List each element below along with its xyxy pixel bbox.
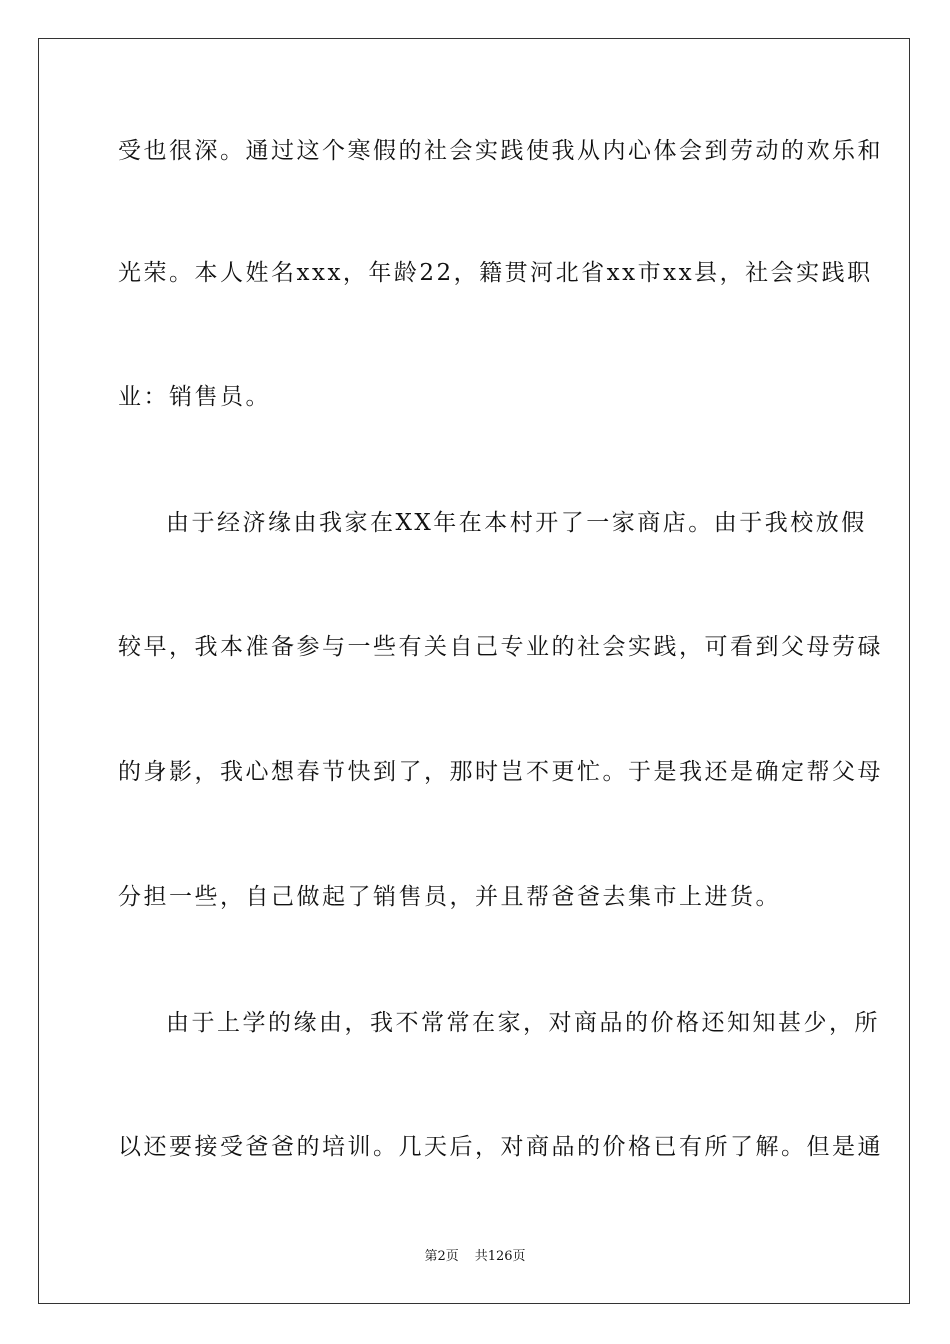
page-footer — [0, 1248, 950, 1266]
text-line: 的身影，我心想春节快到了，那时岂不更忙。于是我还是确定帮父母 — [118, 759, 883, 785]
text-line: 以还要接受爸爸的培训。几天后，对商品的价格已有所了解。但是通 — [118, 1134, 883, 1160]
paragraph-first-line: 由于经济缘由我家在XX年在本村开了一家商店。由于我校放假 — [166, 510, 867, 536]
page-border — [38, 38, 910, 1304]
page-number: 第2页 — [424, 1249, 459, 1264]
paragraph-first-line: 由于上学的缘由，我不常常在家，对商品的价格还知知甚少，所 — [166, 1010, 880, 1036]
text-line: 业：销售员。 — [118, 384, 271, 410]
text-line: 受也很深。通过这个寒假的社会实践使我从内心体会到劳动的欢乐和 — [118, 138, 883, 164]
text-line: 光荣。本人姓名xxx，年龄22，籍贯河北省xx市xx县，社会实践职 — [118, 260, 873, 286]
text-line: 较早，我本准备参与一些有关自己专业的社会实践，可看到父母劳碌 — [118, 634, 883, 660]
text-line: 分担一些，自己做起了销售员，并且帮爸爸去集市上进货。 — [118, 884, 781, 910]
total-pages: 共126页 — [474, 1249, 526, 1264]
